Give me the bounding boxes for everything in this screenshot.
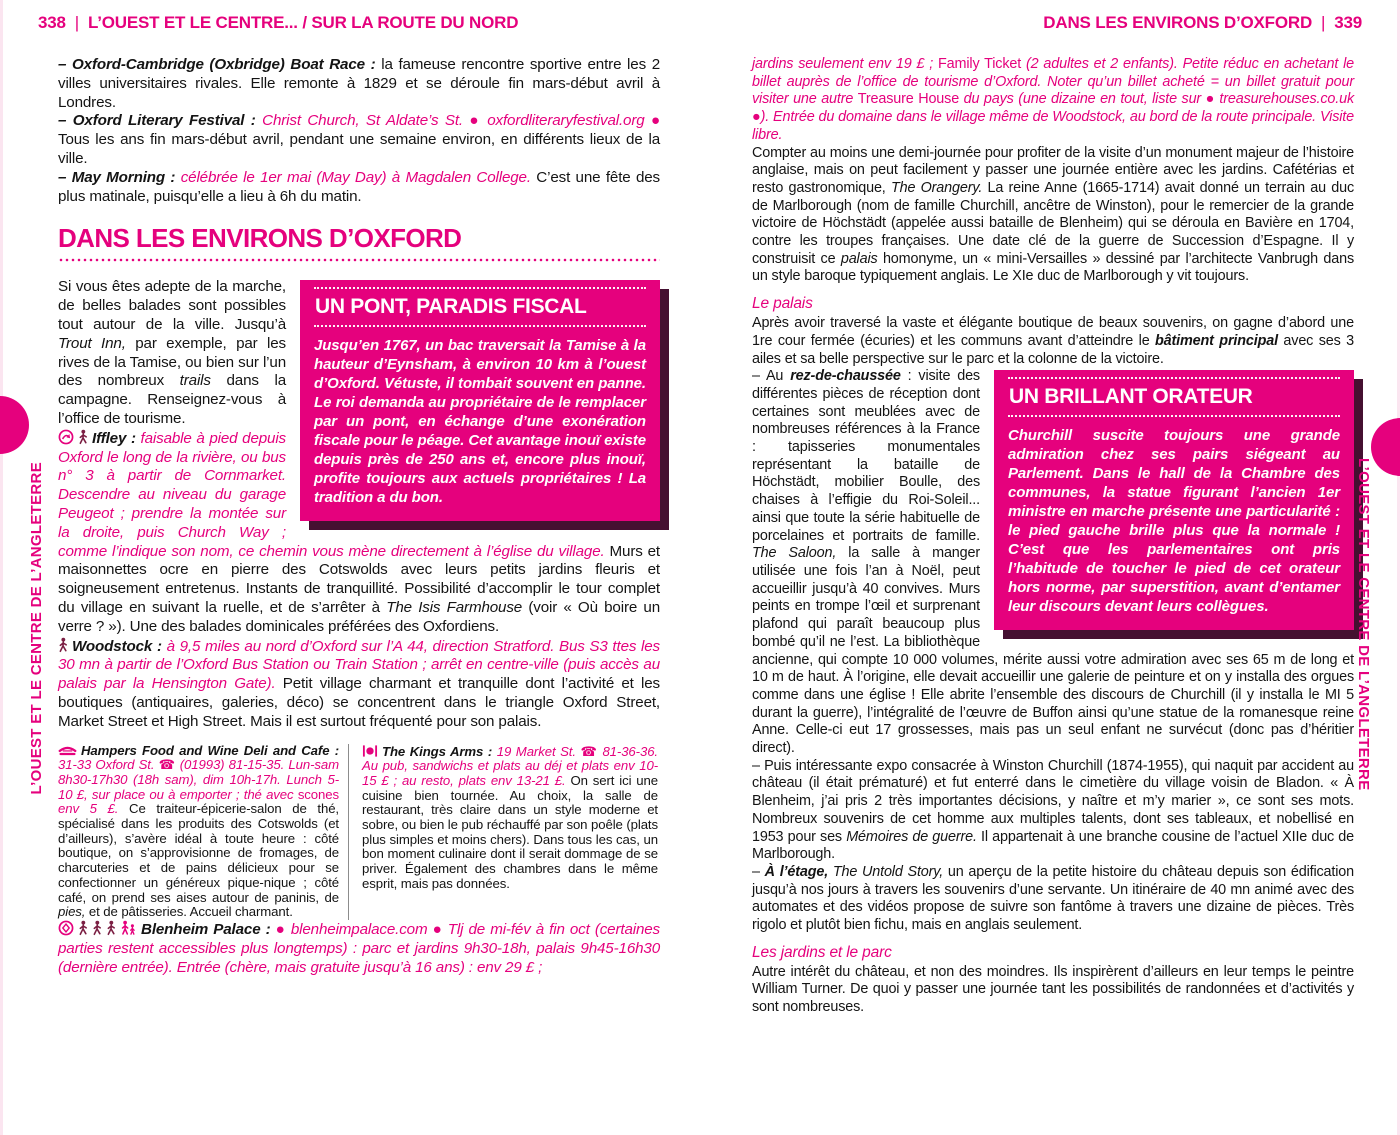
entry-practical-info: 31-33 Oxford St. ☎ (01993) 81-15-35. Lun-sam 8h30-17h30 (18h sam), dim 10h-17h. Lunch 5-10 £, sur place ou à emporter ; thé avec — [58, 757, 339, 802]
subheading-le-palais: Le palais — [752, 295, 813, 313]
text: un aperçu de la petite histoire du château depuis son édification jusqu’à nos jours à travers les souvenirs d’une servante. Un itinéraire de 40 mn animé avec des automates et des vidéos propose de suivre son fantôme à travers une dizaine de pièces. Très rigolo et plutôt bien fichu, mais en anglais seulement. — [752, 863, 1355, 934]
box-body: Churchill suscite toujours une grande admiration chez ses pairs siégeant au Parlement. Dans le hall de la Chambre des communes, la statue figurant l’ancien 1er ministre en marche présente une particularité : le pied gauche brille plus que la normale ! C’est que les parlementaires ont pris l’habitude de toucher le pied de cet orateur hors norme, par superstition, avant d’entamer leur discours devant leurs collègues. — [1008, 427, 1340, 616]
left-running-header — [38, 13, 518, 33]
foreign-word: pies, — [58, 904, 86, 920]
entry-practical-info: jardins seulement env 19 £ ; — [752, 56, 939, 72]
blenheim-info-continued — [752, 56, 1354, 145]
subheading-jardins-parc: Les jardins et le parc — [752, 943, 892, 961]
blenheim-overview-paragraph — [752, 145, 1354, 287]
sidebar-box-pont-paradis-fiscal — [300, 280, 660, 521]
etage-paragraph — [752, 864, 1354, 935]
entry-boat-race — [58, 56, 660, 112]
text: Compter au moins une demi-journée pour profiter de la visite d’un monument majeur de l’histoire anglaise, mais on peut facilement y passer une journée entière avec les jardins. Cafétérias et resto gastronomique, — [752, 144, 1354, 196]
churchill-expo-paragraph — [752, 758, 1354, 864]
left-chapter-tab: L’OUEST ET LE CENTRE DE L’ANGLETERRE — [28, 462, 45, 795]
entry-name: – May Morning : — [58, 168, 181, 186]
listings-columns — [58, 744, 660, 920]
entry-practical-info: faisable à pied depuis Oxford le long de la rivière, ou bus n° 3 à partir de Cornmarket. Descendre au niveau du garage Peugeot ; prendre la montée sur la droite, puis Church Way ; comme l’indique son nom, ce chemin vous mène directement à l’église du village. — [58, 429, 610, 560]
foreign-word: palais — [840, 250, 878, 267]
entry-name: Iffley : — [92, 429, 141, 447]
walker-icon — [58, 637, 68, 653]
entry-text: Ce traiteur-épicerie-salon de thé, spécialisé dans les produits des Cotswolds (et d’ailleurs), s’avère idéal à toute heure : côté boutique, on s’approvisionne de fromages, de charcuteries et de pains délicieux pour se confectionner un généreux pique-nique ; côté café, on prend ses aises autour de paninis, de — [58, 801, 339, 905]
text: – — [752, 863, 765, 880]
dotted-rule — [58, 258, 660, 262]
walker-icon — [106, 920, 116, 936]
text: : visite des différentes pièces de réception dont certaines sont meublées avec de nombreuses références à la France : tapisseries monumentales représentant la bataille de Höchstädt, mobilier Boulle, des chaises à l’effigie du Roi-Soleil... ainsi que toute la série habituelle de porcelaines et portraits de famille. — [752, 368, 980, 544]
right-chapter-tab: L’OUEST ET LE CENTRE DE L’ANGLETERRE — [1355, 458, 1372, 791]
left-header-title: L’OUEST ET LE CENTRE... / SUR LA ROUTE DU NORD — [87, 13, 519, 32]
entry-text: la fameuse rencontre sportive entre les 2 villes universitaires rivales. Elle remonte à 1829 et se déroule fin mars-début avril à Londres. — [58, 56, 660, 111]
sidebar-box-brillant-orateur — [994, 370, 1354, 630]
entry-name: Woodstock : — [72, 637, 167, 655]
place-name: The Saloon, — [752, 545, 837, 562]
left-tab-bump — [0, 396, 29, 454]
entry-text: Petit village charmant et tranquille dont l’activité et les boutiques (antiquaires, galeries, déco) se concentrent dans le triangle Oxford Street, Market Street et High Street. Mais il est surtout fréquenté pour son palais. — [58, 675, 660, 730]
box-title: UN BRILLANT ORATEUR — [1008, 377, 1340, 417]
listing-hampers — [58, 744, 348, 920]
box-body: Jusqu’en 1767, un bac traversait la Tamise à la hauteur d’Eynsham, à environ 10 km à l’ouest d’Oxford. Vétuste, il tombait souvent en panne. Le roi demanda au propriétaire de le remplacer par un pont, en échange d’une exonération fiscale pour le péage. Cet avantage inouï existe depuis près de 250 ans et, encore plus inouï, profite toujours aux actuels propriétaires ! La tradition a du bon. — [314, 337, 646, 507]
entry-text: et de pâtisseries. Accueil charmant. — [85, 904, 293, 920]
text: homonyme, un « mini-Versailles » dessiné par l’architecte Vanbrugh dans un style baroque typiquement anglais. Le XIe duc de Marlborough y vit toujours. — [752, 250, 1354, 285]
entry-name: – Oxford-Cambridge (Oxbridge) Boat Race : — [58, 56, 382, 73]
entry-text: On sert ici une cuisine bien tournée. Au choix, la salle de restaurant, très claire dans un style moderne et sobre, ou bien le pub réchauffé par son poêle (plats plus simples et moins chers). Dans tous les cas, un bon moment culinaire dont il serait dommage de se priver. Également des chambres dans le même esprit, mais pas données. — [362, 772, 658, 891]
entry-text: C’est une fête des plus matinale, puisqu’elle a lieu à 6h du matin. — [58, 168, 660, 205]
listing-paragraph — [362, 744, 658, 892]
entry-practical-info: Treasure House — [857, 91, 964, 108]
restaurant-icon — [362, 744, 378, 758]
sight-icon — [58, 920, 74, 936]
entry-literary-festival — [58, 112, 660, 168]
listing-paragraph — [58, 744, 339, 920]
text: par exemple, par les rives de la Tamise, ou bien sur l’un des nombreux — [58, 334, 286, 390]
sandwich-icon — [58, 744, 77, 757]
walker-icon — [92, 920, 102, 936]
text: dans la campagne. Renseignez-vous à l’office de tourisme. — [58, 372, 286, 427]
listing-kings-arms — [349, 744, 658, 920]
entry-practical-info: du pays (une dizaine en tout, liste sur ● treasurehouses.co.uk ●). Entrée du domaine dans le village même de Woodstock, au bord de la route principale. Visite libre. — [752, 91, 1354, 143]
right-page-number: 339 — [1334, 13, 1362, 32]
text: Il appartenait à une branche cousine de l’actuel XIIe duc de Marlborough. — [752, 828, 1355, 863]
text: avec ses 3 ailes et sa belle perspective sur le parc et la colonne de la victoire. — [752, 332, 1355, 367]
entry-practical-info: env 5 £. — [58, 801, 130, 817]
text: Après avoir traversé la vaste et élégante boutique de beaux souvenirs, on gagne d’abord une 1re cour fermée (écuries) et les communs avant d’atteindre le — [752, 315, 1354, 349]
family-icon — [120, 920, 137, 936]
work-title: The Untold Story, — [828, 863, 944, 880]
left-page-number: 338 — [38, 13, 66, 32]
right-running-header — [1043, 13, 1362, 33]
foreign-word: trails — [179, 372, 211, 390]
listing-blenheim-palace — [58, 920, 660, 977]
box-title: UN PONT, PARADIS FISCAL — [314, 287, 646, 327]
work-title: Mémoires de guerre. — [846, 828, 977, 845]
entry-text: Murs et maisonnettes ocre en pierre des Cotswolds avec leurs petits jardins fleuris et soigneusement entretenus. Instants de tranquillité. Possibilité d’accomplir le tour complet du village en suivant la ruelle, et de s’arrêter à — [58, 542, 660, 616]
entry-practical-info: ● blenheimpalace.com ● Tlj de mi-fév à fin oct (certaines parties restent accessibles plus longtemps) : parc et jardins 9h30-18h, palais 9h45-16h30 (dernière entrée). Entrée (chère, mais gratuite jusqu’à 16 ans) : env 29 £ ; — [58, 920, 660, 976]
section-title: DANS LES ENVIRONS D’OXFORD — [58, 223, 462, 254]
emphasis: bâtiment principal — [1155, 332, 1278, 349]
left-page-body — [58, 56, 660, 977]
entry-name: Hampers Food and Wine Deli and Cafe : — [81, 742, 339, 758]
place-name: The Orangery. — [890, 179, 983, 196]
entry-practical-info: 19 Market St. ☎ 81-36-36. Au pub, sandwichs et plats au déj et plats env 10-15 £ ; au resto, plats env 13-21 £. — [362, 743, 658, 788]
place-name: The Isis Farmhouse — [386, 598, 523, 616]
text: – Puis intéressante expo consacrée à Winston Churchill (1874-1955), qui naquit par accident au château (il était prématuré) et fut enterré dans le cimetière du village voisin de Bladon. « À Blenheim, j’ai pris 2 très importantes décisions, y naître et m’y marier », ce sont ses mots. Nombreux souvenirs de cet homme aux multiples talents, dont ses tableaux, et nobellisé en 1953 pour ses — [752, 757, 1354, 845]
header-separator: | — [74, 13, 79, 32]
header-separator: | — [1321, 13, 1326, 32]
text: la salle à manger utilisée une fois l’an à Noël, peut accueillir jusqu’à 40 convives. Murs peints en trompe l’œil et surprenant plafond qui paraît beaucoup plus bombé qu’il ne l’est. La bibliothèque ancienne, qui compte 10 000 volumes, mérite aussi votre admiration avec ses 65 m de long et 10 m de haut. À l’origine, elle devait accueillir une galerie de peinture et on y installa des orgues comme dans une église ! Elle abrite l’ensemble des discours de Churchill (il y installa le MI 5 durant la guerre), l’intégralité de l’œuvre de Buffon ainsi qu’une statue de la romanesque reine Anne. Celle-ci eut 17 grossesses, mais pas un seul enfant ne survécut (donc pas d’héritier direct). — [752, 545, 1354, 757]
entry-practical-info: célébrée le 1er mai (May Day) à Magdalen College. — [180, 168, 537, 186]
right-page-body — [752, 56, 1354, 1017]
place-name: Trout Inn, — [58, 334, 126, 352]
text: Si vous êtes adepte de la marche, de belles balades sont possibles tout autour de la ville. Jusqu’à — [58, 278, 286, 333]
entry-practical-info: (2 adultes et 2 enfants). Petite réduc en achetant le billet auprès de l’office de tourisme d’Oxford. Noter qu’un billet acheté = un billet gratuit pour visiter une autre — [752, 56, 1355, 108]
emphasis: rez-de-chaussée — [790, 368, 901, 385]
entry-name: Blenheim Palace : — [141, 920, 276, 938]
roundabout-arrow-icon — [58, 429, 74, 445]
entry-text: (voir « Où boire un verre ? »). Une des balades dominicales préférées des Oxfordiens. — [58, 598, 660, 635]
text: La reine Anne (1665-1714) avait donné un terrain au duc de Marlborough (nom de famille Churchill, ancêtre de Winston), pour le remercier de la grande victoire de Höchstädt (appelée aussi bataille de Blenheim) qui se déroula en Bavière en 1704, contre les troupes françaises. Une date clé de la guerre de Succession d’Espagne. Il y construisit ce — [752, 179, 1354, 267]
gardens-paragraph: Autre intérêt du château, et non des moindres. Ils inspirèrent d’ailleurs en leur temps le peintre William Turner. De quoi y passer une journée tant les possibilités de randonnées et d’activités y sont nombreuses. — [752, 963, 1354, 1016]
entry-name: – Oxford Literary Festival : — [58, 112, 263, 130]
entry-name: The Kings Arms : — [382, 743, 497, 759]
emphasis: À l’étage, — [764, 863, 829, 880]
entry-practical-info: Christ Church, St Aldate’s St. ● oxfordliteraryfestival.org ● — [262, 112, 661, 130]
walker-icon — [78, 920, 88, 936]
walker-icon — [78, 429, 88, 445]
left-page-edge — [0, 0, 3, 1135]
right-header-title: DANS LES ENVIRONS D’OXFORD — [1043, 13, 1313, 32]
palais-intro-paragraph — [752, 315, 1354, 368]
entry-practical-info: scones — [297, 786, 339, 802]
entry-woodstock — [58, 637, 660, 732]
entry-practical-info: à 9,5 miles au nord d’Oxford sur l’A 44, direction Stratford. Bus S3 ttes les 30 mn à partir de l’Oxford Bus Station ou Train Station ; arrêt en centre-ville (puis accès au palais par la Hensington Gate). — [58, 637, 660, 693]
entry-may-morning — [58, 169, 660, 207]
text: – Au — [752, 368, 791, 385]
entry-text: Tous les ans fin mars-début avril, pendant une semaine environ, en différents lieux de la ville. — [58, 131, 660, 167]
entry-practical-info: Family Ticket — [938, 56, 1026, 72]
right-tab-bump — [1371, 418, 1400, 476]
